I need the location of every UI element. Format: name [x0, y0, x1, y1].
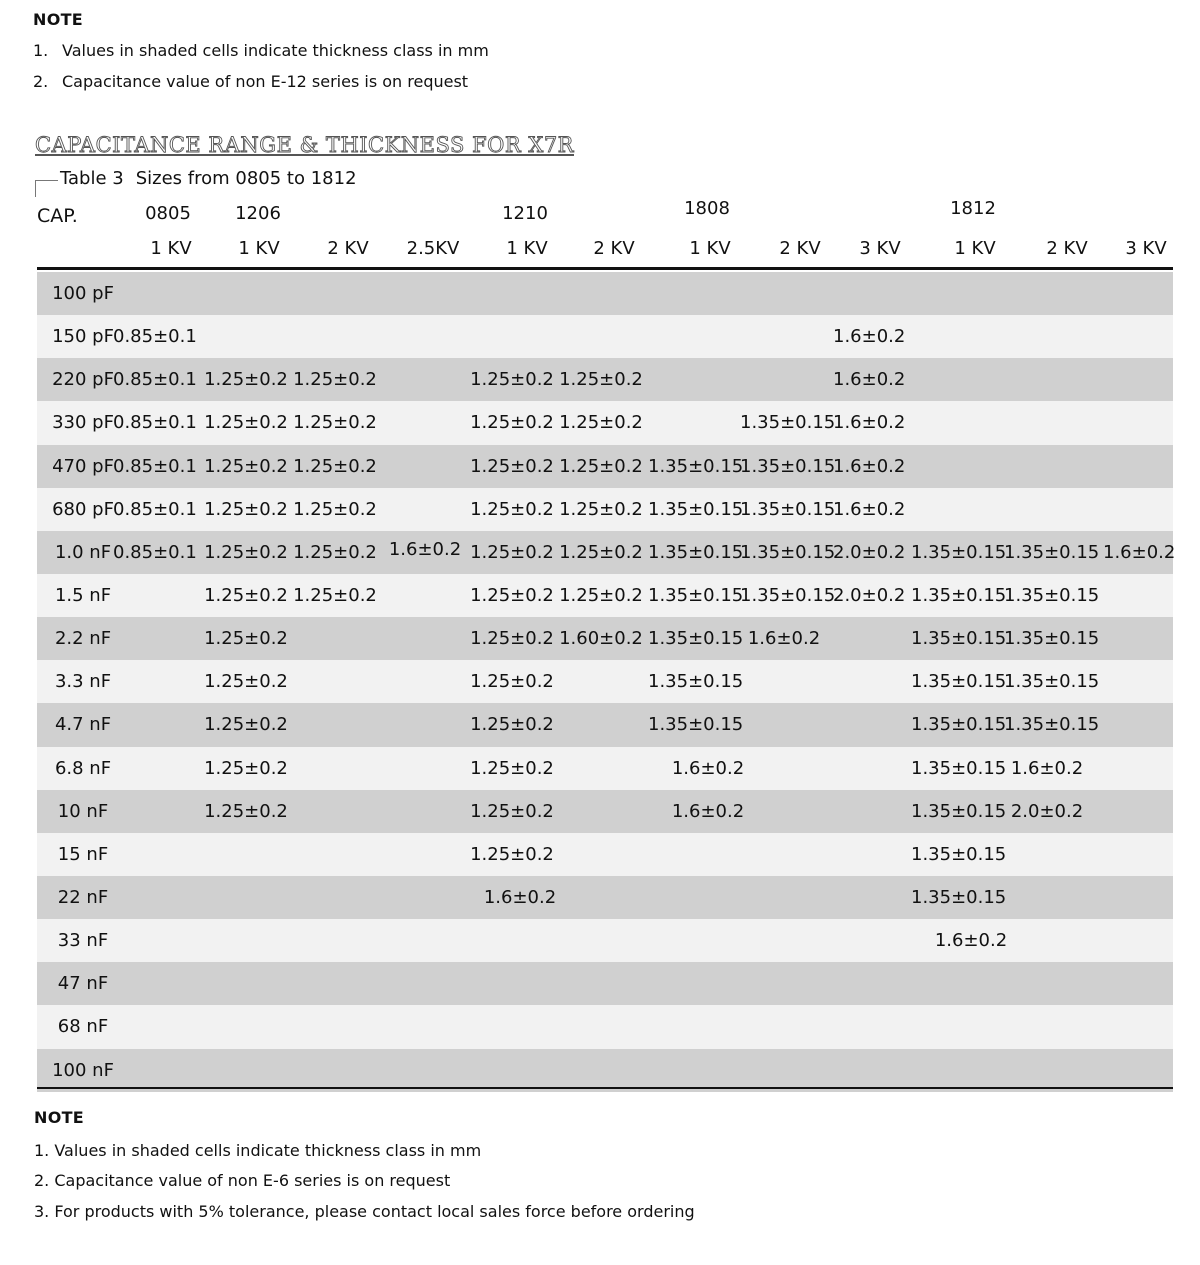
voltage-header: 2 KV: [593, 238, 635, 259]
table-cell: 1.25±0.2: [470, 843, 554, 865]
voltage-header: 1 KV: [506, 238, 548, 259]
table-cell: 1.35±0.15: [648, 671, 744, 693]
table-cell: 1.35±0.15: [740, 584, 836, 606]
table-row: [37, 747, 1173, 790]
table-row: [37, 358, 1173, 401]
table-cell: 1.35±0.15: [648, 498, 744, 520]
table-cell: 1.35±0.15: [740, 541, 836, 563]
table-row: [37, 401, 1173, 444]
table-cell: 1.35±0.15: [911, 886, 1007, 908]
cap-value: 150 pF: [52, 326, 114, 348]
size-header-1808: 1808: [684, 198, 730, 219]
size-header-1210: 1210: [502, 203, 548, 224]
table-cell: 1.35±0.15: [1004, 541, 1100, 563]
table-cell: 1.25±0.2: [559, 455, 643, 477]
size-header-0805: 0805: [145, 203, 191, 224]
table-cell: 1.35±0.15: [911, 800, 1007, 822]
table-cell: 1.25±0.2: [204, 628, 288, 650]
note-item-text: Values in shaded cells indicate thickness class in mm: [62, 41, 489, 60]
table-row: [37, 876, 1173, 919]
table-cell: 1.25±0.2: [204, 412, 288, 434]
table-cell: 1.35±0.15: [1004, 671, 1100, 693]
table-cell: 1.25±0.2: [293, 584, 377, 606]
table-cell: 1.6±0.2: [671, 757, 745, 779]
voltage-header: 3 KV: [859, 238, 901, 259]
table-cell: 1.6±0.2: [483, 886, 557, 908]
table-cell: 1.35±0.15: [911, 584, 1007, 606]
table-row: [37, 488, 1173, 531]
voltage-header: 1 KV: [238, 238, 280, 259]
cap-value: 470 pF: [52, 455, 114, 477]
table-cell: 1.35±0.15: [740, 412, 836, 434]
cap-value: 100 pF: [52, 283, 114, 304]
table-cell: 1.6±0.2: [833, 412, 906, 434]
table-row: [37, 574, 1173, 617]
table-cell: 1.35±0.15: [911, 671, 1007, 693]
capacitance-table: [37, 272, 1176, 1092]
table-cell: 1.25±0.2: [204, 671, 288, 693]
table-row: [37, 833, 1173, 876]
table-cell: 1.25±0.2: [204, 455, 288, 477]
table-cell: 1.25±0.2: [293, 541, 377, 563]
table-cell: 1.25±0.2: [470, 541, 554, 563]
cap-value: 4.7 nF: [54, 714, 112, 736]
table-cell: 1.25±0.2: [559, 369, 643, 391]
table-row: [37, 1005, 1173, 1048]
voltage-header: 2 KV: [327, 238, 369, 259]
cap-value: 47 nF: [57, 973, 109, 995]
table-row: [37, 531, 1176, 574]
table-caption-label: Table 3: [60, 168, 124, 189]
caption-bracket: [35, 180, 58, 197]
table-cell: 1.35±0.15: [911, 757, 1007, 779]
table-cell: 1.25±0.2: [470, 584, 554, 606]
cap-value: 33 nF: [57, 930, 109, 952]
table-cell: 1.25±0.2: [293, 498, 377, 520]
cap-value: 15 nF: [57, 843, 109, 865]
cap-value: 680 pF: [52, 498, 114, 520]
cap-value: 10 nF: [57, 800, 109, 822]
table-row: [37, 445, 1173, 488]
table-cell: 0.85±0.1: [113, 412, 197, 434]
table-row: [37, 660, 1173, 703]
cap-column-header: CAP.: [37, 205, 78, 227]
table-cell: 1.35±0.15: [648, 455, 744, 477]
table-row: [37, 1049, 1173, 1092]
cap-value: 330 pF: [52, 412, 114, 434]
table-cell: 0.85±0.1: [113, 455, 197, 477]
table-cell: 1.35±0.15: [648, 584, 744, 606]
note-title: NOTE: [33, 10, 84, 29]
note-item-1: [33, 41, 489, 60]
cap-value: 68 nF: [57, 1016, 109, 1038]
voltage-header: 1 KV: [150, 238, 192, 259]
cap-value: 6.8 nF: [54, 757, 112, 779]
table-cell: 1.25±0.2: [204, 541, 288, 563]
table-cell: 1.25±0.2: [204, 800, 288, 822]
table-cell: 1.25±0.2: [470, 498, 554, 520]
cap-value: 220 pF: [52, 369, 114, 391]
note-title: NOTE: [34, 1108, 85, 1127]
note-item-number: 1.: [33, 41, 49, 60]
note-item-text: Capacitance value of non E-12 series is on request: [62, 72, 469, 91]
table-cell: 0.85±0.1: [113, 369, 197, 391]
table-cell: 1.35±0.15: [648, 714, 744, 736]
table-row: [37, 315, 1173, 358]
table-bottom-rule: [37, 1087, 1173, 1089]
table-cell: 1.6±0.2: [833, 326, 906, 348]
table-cell: 1.25±0.2: [470, 455, 554, 477]
table-cell: 1.25±0.2: [293, 455, 377, 477]
table-cell: 1.35±0.15: [1004, 584, 1100, 606]
table-cell: 1.6±0.2: [1103, 541, 1176, 563]
table-cell: 0.85±0.1: [113, 541, 197, 563]
table-cell: 1.25±0.2: [559, 498, 643, 520]
table-row: [37, 962, 1173, 1005]
voltage-header: 2 KV: [779, 238, 821, 259]
table-cell: 1.6±0.2: [833, 369, 906, 391]
table-cell: 1.25±0.2: [470, 369, 554, 391]
table-row: [37, 703, 1173, 746]
table-row: [37, 790, 1173, 833]
table-cell: 1.25±0.2: [470, 757, 554, 779]
table-cell: 1.25±0.2: [293, 412, 377, 434]
table-cell: 1.25±0.2: [204, 584, 288, 606]
table-caption-text: Sizes from 0805 to 1812: [135, 168, 357, 189]
table-cell: 1.6±0.2: [747, 628, 821, 650]
section-title: CAPACITANCE RANGE & THICKNESS FOR X7R: [35, 133, 574, 157]
table-cell: 1.35±0.15: [648, 628, 744, 650]
cap-value: 1.0 nF: [54, 541, 112, 563]
table-cell: 1.25±0.2: [559, 584, 643, 606]
voltage-header: 2.5KV: [406, 238, 460, 259]
table-cell: 1.25±0.2: [470, 412, 554, 434]
table-cell: 1.35±0.15: [1004, 714, 1100, 736]
cap-value: 1.5 nF: [54, 584, 112, 606]
voltage-header: 1 KV: [689, 238, 731, 259]
table-cell: 1.6±0.2: [671, 800, 745, 822]
table-cell: 2.0±0.2: [1010, 800, 1084, 822]
table-cell: 1.25±0.2: [204, 498, 288, 520]
cap-value: 2.2 nF: [54, 628, 112, 650]
table-cell: 1.35±0.15: [911, 541, 1007, 563]
table-cell: 1.25±0.2: [559, 541, 643, 563]
table-cell: 2.0±0.2: [833, 541, 906, 563]
table-row: [37, 617, 1173, 660]
table-cell: 1.25±0.2: [470, 671, 554, 693]
voltage-header: 3 KV: [1125, 238, 1167, 259]
table-cell: 1.25±0.2: [204, 714, 288, 736]
table-top-rule: [37, 267, 1173, 270]
table-caption: [60, 168, 357, 189]
table-cell: 1.6±0.2: [388, 538, 462, 560]
table-cell: 1.25±0.2: [204, 757, 288, 779]
table-cell: 1.35±0.15: [740, 498, 836, 520]
cap-value: 22 nF: [57, 886, 109, 908]
table-cell: 1.6±0.2: [1010, 757, 1084, 779]
table-cell: 1.25±0.2: [470, 714, 554, 736]
table-cell: 1.25±0.2: [470, 800, 554, 822]
table-cell: 1.35±0.15: [648, 541, 744, 563]
table-cell: 1.25±0.2: [559, 412, 643, 434]
table-cell: 1.6±0.2: [934, 930, 1008, 952]
table-cell: 1.25±0.2: [293, 369, 377, 391]
size-header-1812: 1812: [950, 198, 996, 219]
note-item-3: 3. For products with 5% tolerance, please contact local sales force before ordering: [34, 1202, 695, 1221]
note-item-1: 1. Values in shaded cells indicate thickness class in mm: [34, 1141, 482, 1160]
table-cell: 1.6±0.2: [833, 498, 906, 520]
table-cell: 1.35±0.15: [911, 628, 1007, 650]
table-row: [37, 919, 1173, 962]
cap-value: 100 nF: [52, 1059, 114, 1081]
size-header-1206: 1206: [235, 203, 281, 224]
voltage-header: 2 KV: [1046, 238, 1088, 259]
table-cell: 0.85±0.1: [113, 326, 197, 348]
table-cell: 1.35±0.15: [1004, 628, 1100, 650]
table-row: [37, 272, 1173, 315]
table-cell: 1.35±0.15: [911, 843, 1007, 865]
note-item-2: [33, 72, 468, 91]
table-cell: 1.35±0.15: [911, 714, 1007, 736]
table-cell: 2.0±0.2: [833, 584, 906, 606]
table-cell: 1.35±0.15: [740, 455, 836, 477]
table-cell: 1.25±0.2: [470, 628, 554, 650]
note-item-number: 2.: [33, 72, 49, 91]
table-cell: 1.25±0.2: [204, 369, 288, 391]
voltage-header: 1 KV: [954, 238, 996, 259]
cap-value: 3.3 nF: [54, 671, 112, 693]
table-cell: 0.85±0.1: [113, 498, 197, 520]
table-cell: 1.6±0.2: [833, 455, 906, 477]
table-cell: 1.60±0.2: [559, 628, 643, 650]
note-item-2: 2. Capacitance value of non E-6 series is on request: [34, 1171, 451, 1190]
